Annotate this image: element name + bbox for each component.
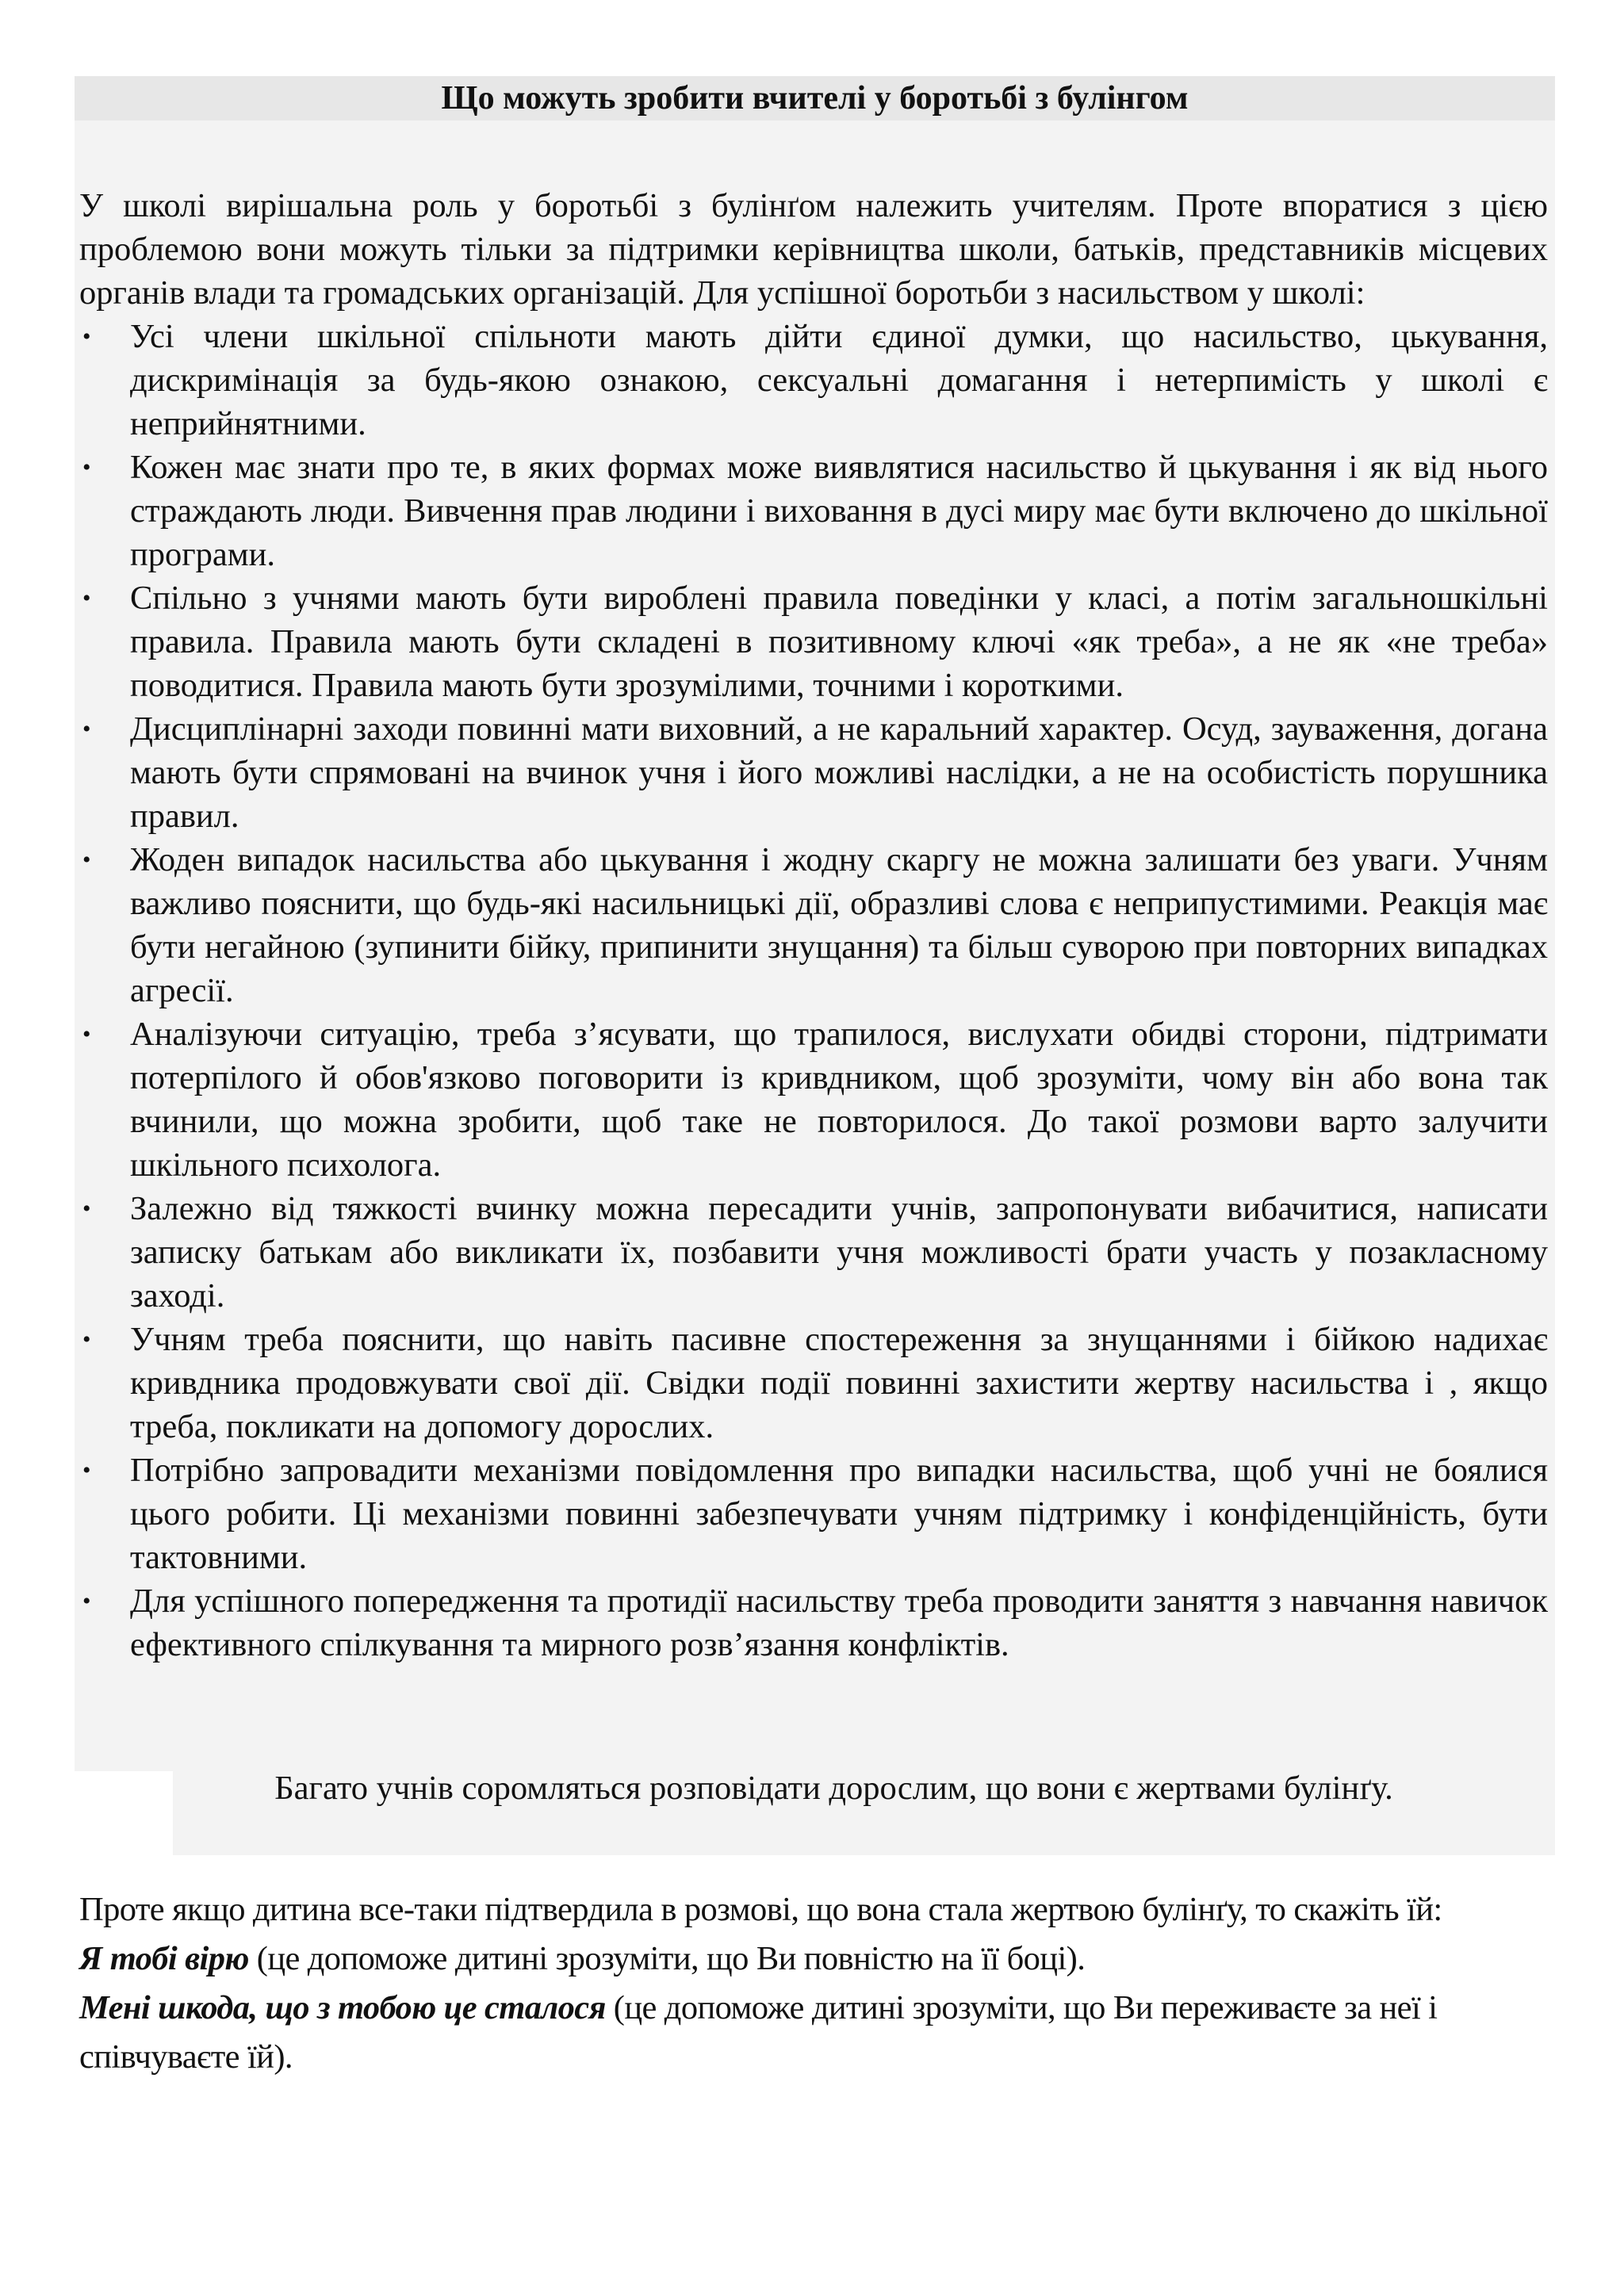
bullet-icon: • (82, 1588, 91, 1614)
phrase-sorry-emphasis: Мені шкода, що з тобою це сталося (79, 1989, 606, 2026)
phrase-believe-emphasis: Я тобі вірю (79, 1940, 249, 1977)
bullet-icon: • (82, 323, 91, 350)
list-item (79, 446, 1548, 576)
phrase-believe-explanation: (це допоможе дитині зрозуміти, що Ви повністю на її боці). (248, 1940, 1086, 1977)
phrase-believe (79, 1934, 1548, 1984)
confirm-paragraph: Проте якщо дитина все-таки підтвердила в розмові, що вона стала жертвою булінґу, то скажіть їй: (79, 1891, 1442, 1928)
rule-text: Жоден випадок насильства або цькування і жодну скаргу не можна залишати без уваги. Учням важливо пояснити, що будь-які насильницькі дії, образливі слова є неприпустимими. Реакція має бути негайною (зупинити бійку, припинити знущання) та більш суворою при повторних випадках агресії. (130, 841, 1548, 1009)
bullet-icon: • (82, 716, 91, 742)
rule-text: Потрібно запровадити механізми повідомлення про випадки насильства, щоб учні не боялися цього робити. Ці механізми повинні забезпечувати учням підтримку і конфіденційність, бути тактовними. (130, 1452, 1548, 1576)
bullet-icon: • (82, 454, 91, 480)
list-item (79, 1448, 1548, 1579)
main-text (79, 184, 1548, 1667)
bullet-icon: • (82, 585, 91, 611)
list-item (79, 576, 1548, 707)
rule-text: Спільно з учнями мають бути вироблені правила поведінки у класі, а потім загальношкільні правила. Правила мають бути складені в позитивному ключі «як треба», а не як «не треба» поводитися. Правила мають бути зрозумілими, точними і короткими. (130, 580, 1548, 704)
rule-text: Дисциплінарні заходи повинні мати виховний, а не каральний характер. Осуд, зауваження, догана мають бути спрямовані на вчинок учня і його можливі наслідки, а не на особистість порушника правил. (130, 710, 1548, 835)
page-title: Що можуть зробити вчителі у боротьбі з булінгом (75, 76, 1555, 121)
bullet-icon: • (82, 847, 91, 873)
bullet-icon: • (82, 1326, 91, 1353)
bullet-icon: • (82, 1457, 91, 1483)
rule-text: Для успішного попередження та протидії насильству треба проводити заняття з навчання навичок ефективного спілкування та мирного розв’язання конфліктів. (130, 1582, 1548, 1663)
rule-text: Залежно від тяжкості вчинку можна пересадити учнів, запропонувати вибачитися, написати записку батькам або викликати їх, позбавити учня можливості брати участь у позакласному заході. (130, 1190, 1548, 1314)
rule-text: Аналізуючи ситуацію, треба з’ясувати, що трапилося, вислухати обидві сторони, підтримати потерпілого й обов'язково поговорити із кривдником, щоб зрозуміти, чому він або вона так вчинили, що можна зробити, щоб таке не повторилося. До такої розмови варто залучити шкільного психолога. (130, 1016, 1548, 1184)
list-item (79, 1187, 1548, 1318)
phrase-sorry-explanation: (це допоможе дитині зрозуміти, що Ви переживаєте за неї і співчуваєте їй). (79, 1989, 1438, 2076)
rules-list (79, 315, 1548, 1667)
advice-section (79, 1885, 1548, 2082)
highlight-note: Багато учнів соромляться розповідати дорослим, що вони є жертвами булінґу. (274, 1770, 1393, 1807)
list-item (79, 1579, 1548, 1667)
list-item (79, 315, 1548, 446)
intro-paragraph: У школі вирішальна роль у боротьбі з булінґом належить учителям. Проте впоратися з цією проблемою вони можуть тільки за підтримки керівництва школи, батьків, представників місцевих органів влади та громадських організацій. Для успішної боротьби з насильством у школі: (79, 187, 1548, 312)
rule-text: Усі члени шкільної спільноти мають дійти єдиної думки, що насильство, цькування, дискримінація за будь-якою ознакою, сексуальні домагання і нетерпимість у школі є неприйнятними. (130, 318, 1548, 442)
list-item (79, 838, 1548, 1012)
rule-text: Кожен має знати про те, в яких формах може виявлятися насильство й цькування і як від нього страждають люди. Вивчення прав людини і виховання в дусі миру має бути включено до шкільної програми. (130, 449, 1548, 573)
list-item (79, 1318, 1548, 1448)
list-item (79, 707, 1548, 838)
rule-text: Учням треба пояснити, що навіть пасивне спостереження за знущаннями і бійкою надихає кривдника продовжувати свої дії. Свідки події повинні захистити жертву насильства і , якщо треба, покликати на допомогу дорослих. (130, 1321, 1548, 1445)
bullet-icon: • (82, 1021, 91, 1047)
bullet-icon: • (82, 1196, 91, 1222)
phrase-sorry (79, 1984, 1548, 2082)
list-item (79, 1012, 1548, 1187)
